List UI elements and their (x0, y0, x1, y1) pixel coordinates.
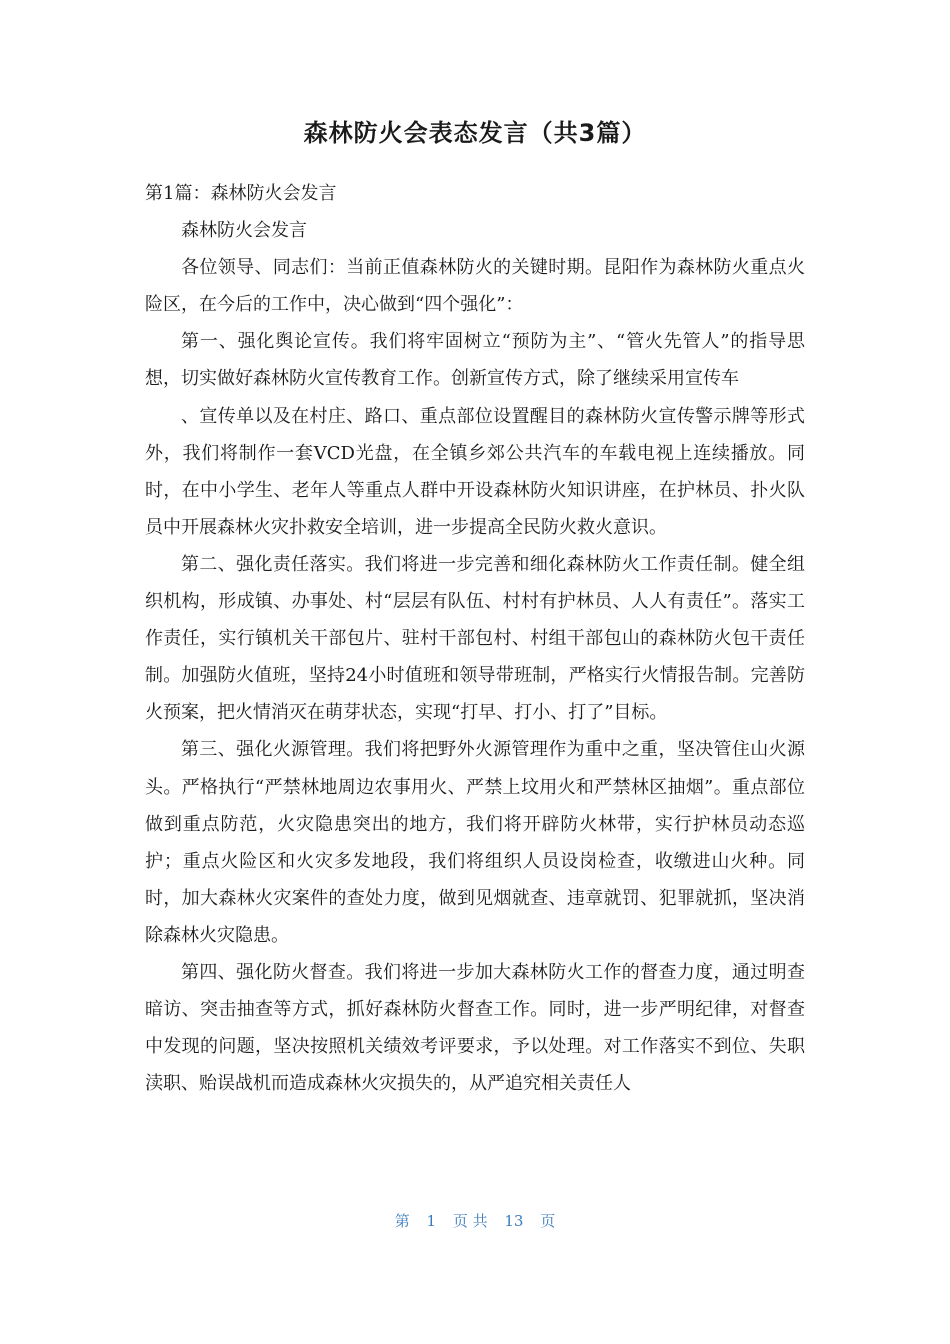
footer-label-ye: 页 (540, 1212, 556, 1230)
footer-current-page: 1 (426, 1212, 437, 1230)
section-heading: 第1篇：森林防火会发言 (145, 183, 337, 204)
footer-label-ye-gong: 页 共 (452, 1212, 488, 1230)
document-title: 森林防火会表态发言（共3篇） (303, 119, 647, 147)
paragraph-opening: 各位领导、同志们：当前正值森林防火的关键时期。昆阳作为森林防火重点火险区，在今后的工作中，决心做到“四个强化”： (145, 257, 805, 316)
page-footer (0, 1209, 950, 1233)
footer-label-di: 第 (394, 1212, 410, 1230)
paragraph-point-two: 第二、强化责任落实。我们将进一步完善和细化森林防火工作责任制。健全组织机构，形成镇、办事处、村“层层有队伍、村村有护林员、人人有责任”。落实工作责任，实行镇机关干部包片、驻村干部包村、村组干部包山的森林防火包干责任制。加强防火值班，坚持24小时值班和领导带班制，严格实行火情报告制。完善防火预案，把火情消灭在萌芽状态，实现“打早、打小、打了”目标。 (145, 553, 805, 724)
speech-title: 森林防火会发言 (181, 220, 307, 242)
paragraph-point-four: 第四、强化防火督查。我们将进一步加大森林防火工作的督查力度，通过明查暗访、突击抽查等方式，抓好森林防火督查工作。同时，进一步严明纪律，对督查中发现的问题，坚决按照机关绩效考评要求，予以处理。对工作落实不到位、失职渎职、贻误战机而造成森林火灾损失的，从严追究相关责任人 (145, 961, 805, 1095)
paragraph-point-three: 第三、强化火源管理。我们将把野外火源管理作为重中之重，坚决管住山火源头。严格执行“严禁林地周边农事用火、严禁上坟用火和严禁林区抽烟”。重点部位做到重点防范，火灾隐患突出的地方，我们将开辟防火林带，实行护林员动态巡护；重点火险区和火灾多发地段，我们将组织人员设岗检查，收缴进山火种。同时，加大森林火灾案件的查处力度，做到见烟就查、违章就罚、犯罪就抓，坚决消除森林火灾隐患。 (145, 739, 805, 946)
document-body (145, 175, 805, 1102)
paragraph-point-one: 第一、强化舆论宣传。我们将牢固树立“预防为主”、“管火先管人”的指导思想，切实做好森林防火宣传教育工作。创新宣传方式，除了继续采用宣传车 (145, 331, 805, 390)
paragraph-point-one-continued: 、宣传单以及在村庄、路口、重点部位设置醒目的森林防火宣传警示牌等形式外，我们将制作一套VCD光盘，在全镇乡郊公共汽车的车载电视上连续播放。同时，在中小学生、老年人等重点人群中开设森林防火知识讲座，在护林员、扑火队员中开展森林火灾扑救安全培训，进一步提高全民防火救火意识。 (145, 405, 805, 538)
footer-total-pages: 13 (504, 1212, 524, 1230)
